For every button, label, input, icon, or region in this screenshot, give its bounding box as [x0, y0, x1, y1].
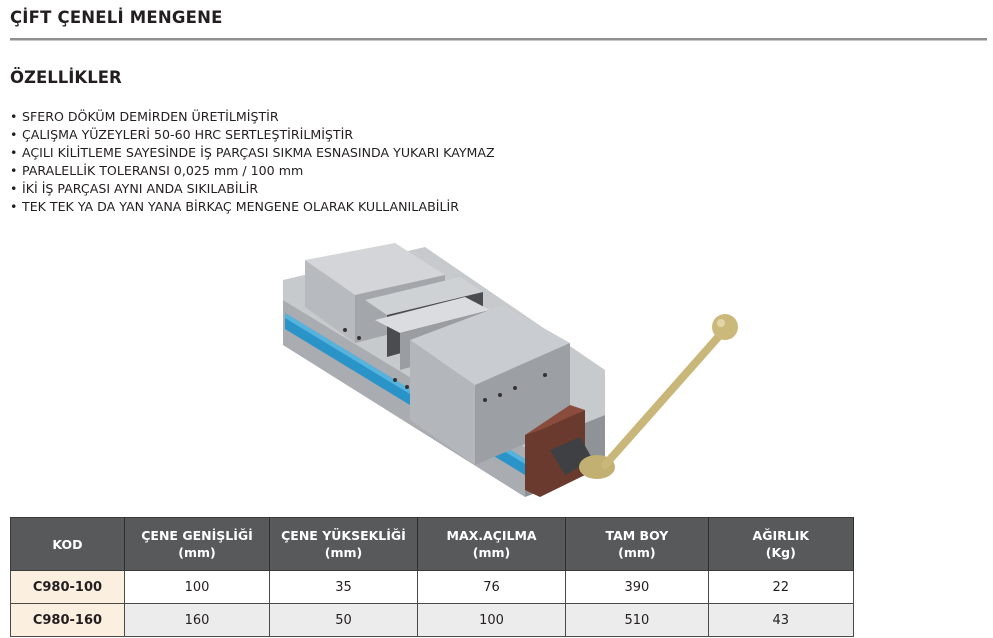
feature-item: • ÇALIŞMA YÜZEYLERİ 50-60 HRC SERTLEŞTİRİLMİŞTİR	[10, 127, 354, 142]
column-header-cene-yuksekligi: ÇENE YÜKSEKLİĞİ (mm)	[270, 518, 418, 571]
cell-agirlik: 22	[708, 571, 853, 604]
cell-max-acilma: 76	[417, 571, 565, 604]
page-title: ÇİFT ÇENELİ MENGENE	[10, 8, 223, 27]
cell-kod: C980-100	[11, 571, 125, 604]
feature-item: • SFERO DÖKÜM DEMİRDEN ÜRETİLMİŞTİR	[10, 109, 279, 124]
spec-table	[10, 517, 854, 637]
table-row	[11, 571, 854, 604]
feature-item: • AÇILI KİLİTLEME SAYESİNDE İŞ PARÇASI SIKMA ESNASINDA YUKARI KAYMAZ	[10, 145, 495, 160]
cell-cene-yuksekligi: 35	[270, 571, 418, 604]
title-divider	[10, 38, 987, 41]
bullet-icon: •	[10, 181, 18, 196]
column-header-kod: KOD	[11, 518, 125, 571]
bullet-icon: •	[10, 145, 18, 160]
bullet-icon: •	[10, 163, 18, 178]
column-header-tam-boy: TAM BOY (mm)	[566, 518, 708, 571]
cell-cene-genisligi: 100	[124, 571, 269, 604]
feature-item: • TEK TEK YA DA YAN YANA BİRKAÇ MENGENE OLARAK KULLANILABİLİR	[10, 199, 459, 214]
cell-cene-yuksekligi: 50	[270, 604, 418, 637]
bullet-icon: •	[10, 109, 18, 124]
features-list	[10, 108, 495, 216]
bullet-icon: •	[10, 199, 18, 214]
cell-max-acilma: 100	[417, 604, 565, 637]
table-header-row	[11, 518, 854, 571]
column-header-agirlik: AĞIRLIK (Kg)	[708, 518, 853, 571]
bullet-icon: •	[10, 127, 18, 142]
table-row	[11, 604, 854, 637]
column-header-cene-genisligi: ÇENE GENİŞLİĞİ (mm)	[124, 518, 269, 571]
cell-cene-genisligi: 160	[124, 604, 269, 637]
column-header-max-acilma: MAX.AÇILMA (mm)	[417, 518, 565, 571]
feature-item: • İKİ İŞ PARÇASI AYNI ANDA SIKILABİLİR	[10, 181, 259, 196]
feature-item: • PARALELLİK TOLERANSI 0,025 mm / 100 mm	[10, 163, 304, 178]
cell-tam-boy: 390	[566, 571, 708, 604]
cell-kod: C980-160	[11, 604, 125, 637]
cell-agirlik: 43	[708, 604, 853, 637]
cell-tam-boy: 510	[566, 604, 708, 637]
section-title-features: ÖZELLİKLER	[10, 68, 122, 87]
product-image-vise	[275, 235, 745, 505]
